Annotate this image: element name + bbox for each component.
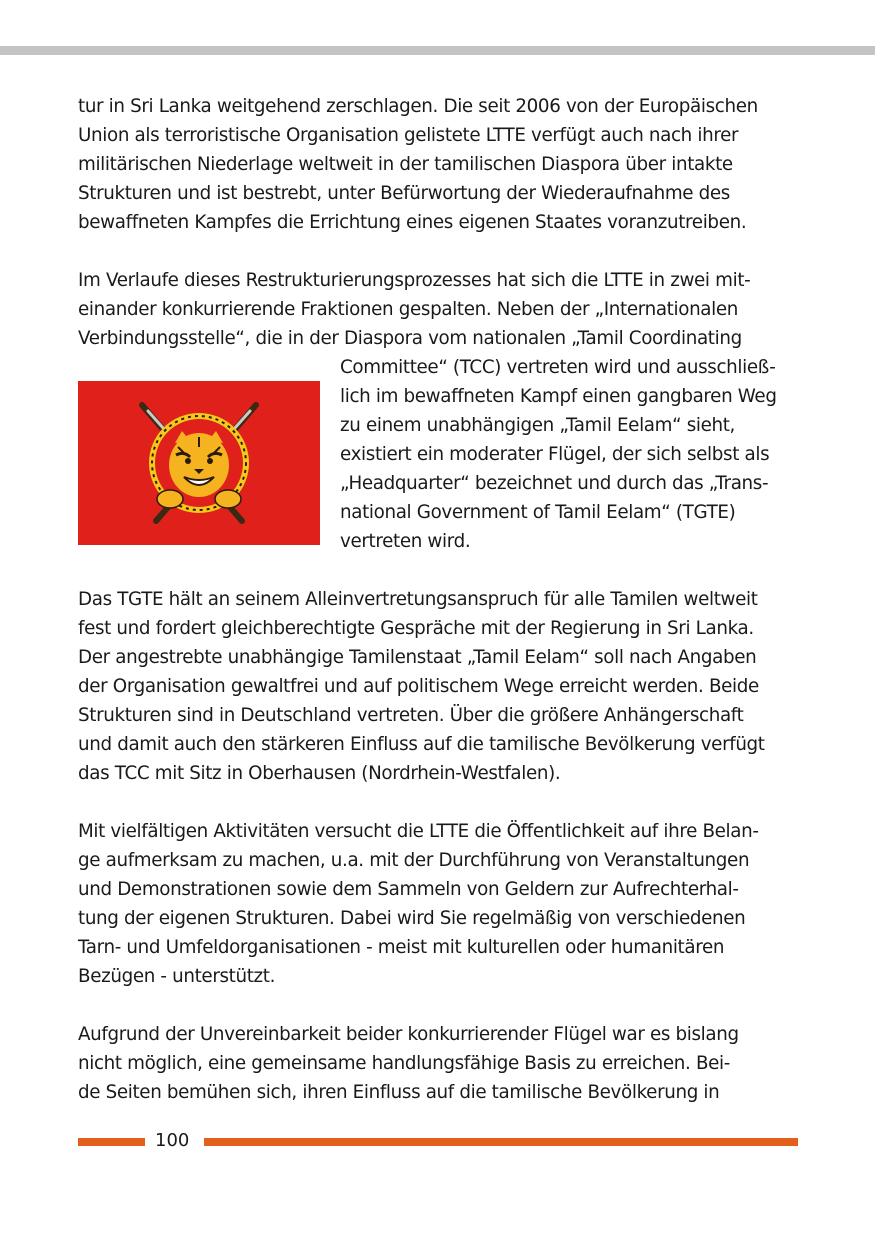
text-line: und Demonstrationen sowie dem Sammeln von Geldern zur Aufrechterhal- xyxy=(78,879,739,900)
flag-emblem xyxy=(78,381,320,545)
text-line: bewaffneten Kampfes die Errichtung eines eigenen Staates voranzutreiben. xyxy=(78,212,747,233)
text-line: einander konkurrierende Fraktionen gespalten. Neben der „Internationalen xyxy=(78,299,739,320)
text-line: „Headquarter“ bezeichnet und durch das „Trans- xyxy=(340,473,769,494)
text-line: Committee“ (TCC) vertreten wird und ausschließ- xyxy=(340,357,776,378)
text-line: Tarn- und Umfeldorganisationen - meist mit kulturellen oder humanitären xyxy=(78,937,725,958)
text-line: existiert ein moderater Flügel, der sich selbst als xyxy=(340,444,770,465)
paragraph-4 xyxy=(78,817,803,991)
paragraph-3 xyxy=(78,585,803,788)
text-line: Das TGTE hält an seinem Alleinvertretungsanspruch für alle Tamilen weltweit xyxy=(78,589,758,610)
text-line: ge aufmerksam zu machen, u.a. mit der Durchführung von Veranstaltungen xyxy=(78,850,750,871)
text-line: Mit vielfältigen Aktivitäten versucht die LTTE die Öffentlichkeit auf ihre Belan- xyxy=(78,821,759,842)
text-line: tung der eigenen Strukturen. Dabei wird Sie regelmäßig von verschiedenen xyxy=(78,908,746,929)
text-line: de Seiten bemühen sich, ihren Einfluss auf die tamilische Bevölkerung in xyxy=(78,1082,720,1103)
footer-rule-left xyxy=(78,1138,145,1146)
text-line: nicht möglich, eine gemeinsame handlungsfähige Basis zu erreichen. Bei- xyxy=(78,1053,731,1074)
text-line: Der angestrebte unabhängige Tamilenstaat „Tamil Eelam“ soll nach Angaben xyxy=(78,647,757,668)
tiger-head-icon xyxy=(169,431,229,497)
text-line: vertreten wird. xyxy=(340,531,471,552)
text-line: Strukturen und ist bestrebt, unter Befürwortung der Wiederaufnahme des xyxy=(78,183,730,204)
text-line: lich im bewaffneten Kampf einen gangbaren Weg xyxy=(340,386,777,407)
text-line: Aufgrund der Unvereinbarkeit beider konkurrierender Flügel war es bislang xyxy=(78,1024,739,1045)
text-line: fest und fordert gleichberechtigte Gespräche mit der Regierung in Sri Lanka. xyxy=(78,618,754,639)
text-line: Union als terroristische Organisation gelistete LTTE verfügt auch nach ihrer xyxy=(78,125,739,146)
text-line: und damit auch den stärkeren Einfluss auf die tamilische Bevölkerung verfügt xyxy=(78,734,765,755)
text-line: Bezügen - unterstützt. xyxy=(78,966,276,987)
text-line: militärischen Niederlage weltweit in der tamilischen Diaspora über intakte xyxy=(78,154,733,175)
paragraph-5 xyxy=(78,1020,803,1107)
text-line: zu einem unabhängigen „Tamil Eelam“ sieht, xyxy=(340,415,736,436)
body-text xyxy=(78,92,803,1136)
text-line: der Organisation gewaltfrei und auf politischem Wege erreicht werden. Beide xyxy=(78,676,759,697)
top-rule xyxy=(0,46,875,55)
footer-rule-right xyxy=(204,1138,798,1146)
text-line: national Government of Tamil Eelam“ (TGTE) xyxy=(340,502,736,523)
text-line: Strukturen sind in Deutschland vertreten. Über die größere Anhängerschaft xyxy=(78,705,744,726)
page-number: 100 xyxy=(155,1130,190,1151)
paragraph-1 xyxy=(78,92,803,237)
tamil-eelam-flag-image xyxy=(78,381,320,545)
text-line: Verbindungsstelle“, die in der Diaspora vom nationalen „Tamil Coordinating xyxy=(78,328,742,349)
text-line: tur in Sri Lanka weitgehend zerschlagen. Die seit 2006 von der Europäischen xyxy=(78,96,758,117)
text-line: Im Verlaufe dieses Restrukturierungsprozesses hat sich die LTTE in zwei mit- xyxy=(78,270,751,291)
text-line: das TCC mit Sitz in Oberhausen (Nordrhein-Westfalen). xyxy=(78,763,561,784)
